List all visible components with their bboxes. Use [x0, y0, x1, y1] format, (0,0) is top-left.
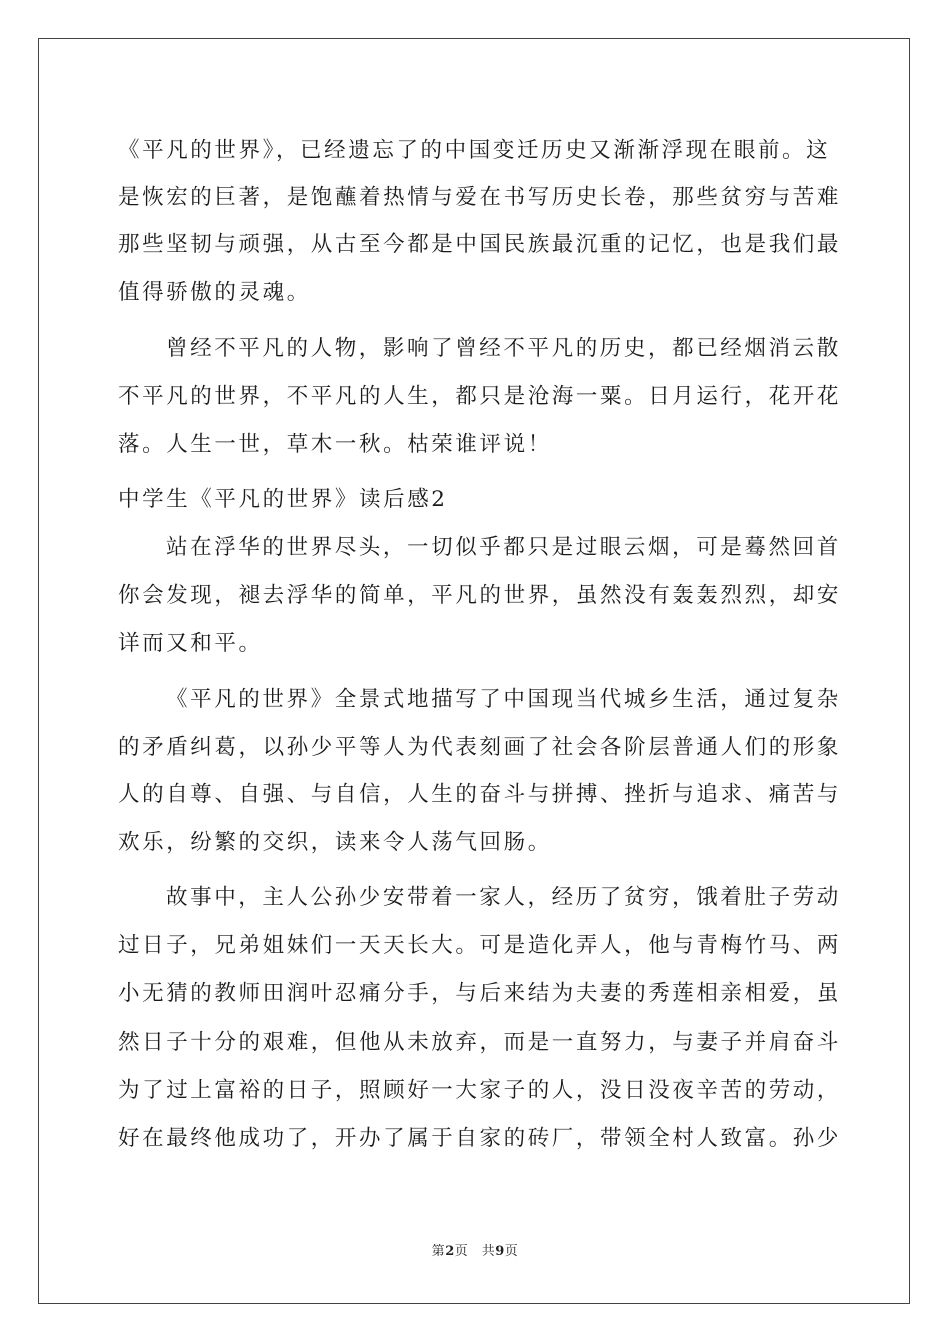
- paragraph-line: 小无猜的教师田润叶忍痛分手，与后来结为夫妻的秀莲相亲相爱，虽: [118, 981, 842, 1006]
- paragraph-line: 你会发现，褪去浮华的简单，平凡的世界，虽然没有轰轰烈烈，却安: [118, 583, 842, 608]
- paragraph-line: 然日子十分的艰难，但他从未放弃，而是一直努力，与妻子并肩奋斗: [118, 1030, 842, 1055]
- paragraph-line: 过日子，兄弟姐妹们一天天长大。可是造化弄人，他与青梅竹马、两: [118, 933, 842, 958]
- page-suffix: 页: [504, 1244, 519, 1259]
- paragraph-line: 故事中，主人公孙少安带着一家人，经历了贫穷，饿着肚子劳动: [166, 885, 841, 910]
- paragraph-line: 《平凡的世界》，已经遗忘了的中国变迁历史又渐渐浮现在眼前。这: [118, 138, 831, 163]
- paragraph-line: 值得骄傲的灵魂。: [118, 280, 311, 305]
- paragraph-line: 落。人生一世，草木一秋。枯荣谁评说！: [118, 432, 552, 457]
- paragraph-line: 站在浮华的世界尽头，一切似乎都只是过眼云烟，可是蓦然回首: [166, 535, 841, 560]
- paragraph-line: 不平凡的世界，不平凡的人生，都只是沧海一粟。日月运行，花开花: [118, 384, 842, 409]
- page-mid: 页 共: [454, 1244, 496, 1259]
- paragraph-line: 详而又和平。: [118, 631, 263, 656]
- paragraph-line: 曾经不平凡的人物，影响了曾经不平凡的历史，都已经烟消云散: [166, 336, 841, 361]
- paragraph-line: 为了过上富裕的日子，照顾好一大家子的人，没日没夜辛苦的劳动，: [118, 1078, 842, 1103]
- paragraph-line: 好在最终他成功了，开办了属于自家的砖厂，带领全村人致富。孙少: [118, 1126, 842, 1151]
- paragraph-line: 人的自尊、自强、与自信，人生的奋斗与拼搏、挫折与追求、痛苦与: [118, 782, 842, 807]
- page-current: 2: [445, 1244, 455, 1259]
- paragraph-line: 的矛盾纠葛，以孙少平等人为代表刻画了社会各阶层普通人们的形象: [118, 735, 842, 760]
- paragraph-line: 欢乐，纷繁的交织，读来令人荡气回肠。: [118, 830, 552, 855]
- page-prefix: 第: [431, 1244, 446, 1259]
- page-border: [38, 38, 910, 1304]
- paragraph-line: 那些坚韧与顽强，从古至今都是中国民族最沉重的记忆，也是我们最: [118, 232, 842, 257]
- paragraph-line: 《平凡的世界》全景式地描写了中国现当代城乡生活，通过复杂: [166, 687, 841, 712]
- paragraph-line: 是恢宏的巨著，是饱蘸着热情与爱在书写历史长卷，那些贫穷与苦难: [118, 185, 842, 210]
- page-footer: [0, 1243, 950, 1261]
- page-total: 9: [495, 1244, 505, 1259]
- section-heading: 中学生《平凡的世界》读后感2: [118, 487, 448, 512]
